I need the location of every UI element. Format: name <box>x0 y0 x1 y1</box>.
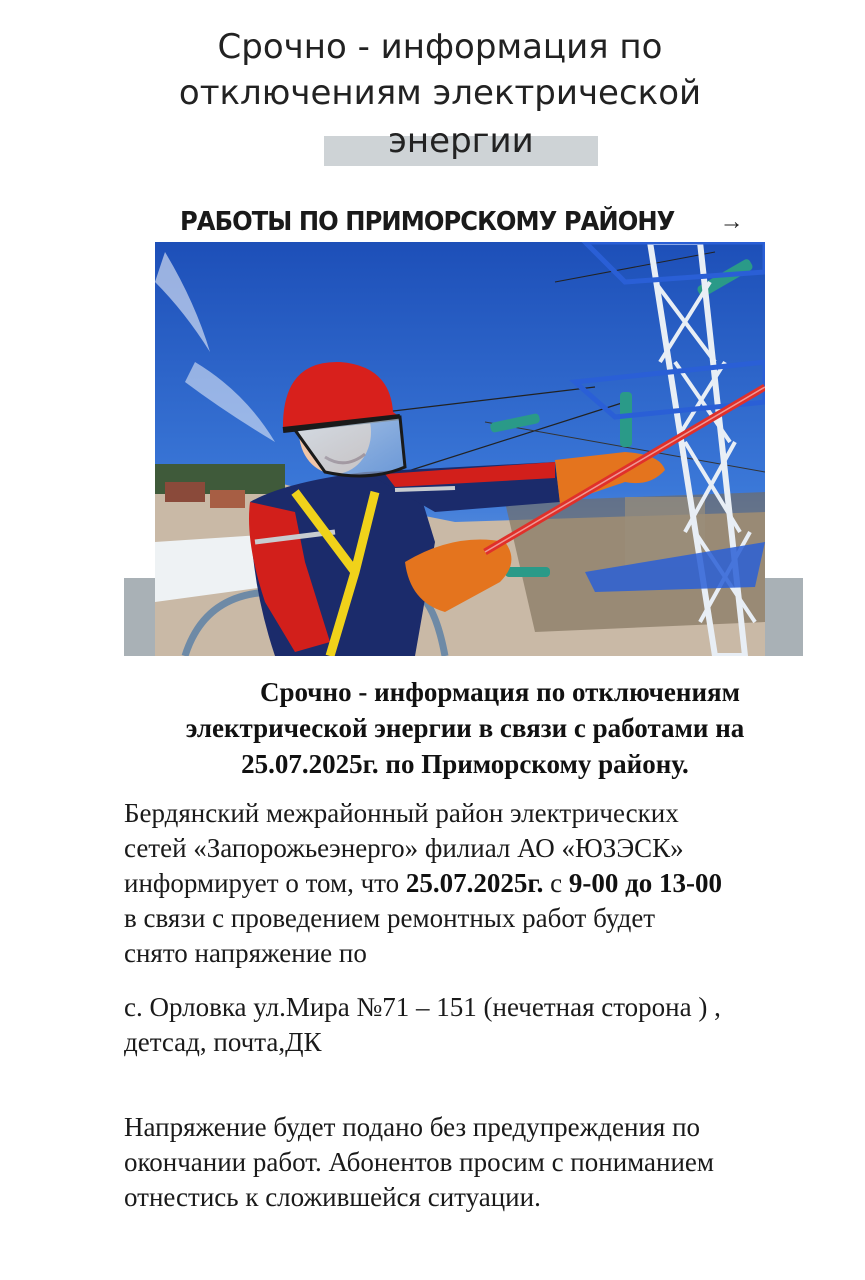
notice-line-2: сетей «Запорожьеэнерго» филиал АО «ЮЗЭСК» <box>124 833 684 863</box>
address-line-2: детсад, почта,ДК <box>124 1027 322 1057</box>
article-heading <box>120 674 810 782</box>
notice-paragraph <box>124 796 824 971</box>
title-line-1: Срочно - информация по <box>217 27 663 67</box>
closing-line-1: Напряжение будет подано без предупреждения по <box>124 1112 701 1142</box>
title-line-2: отключениям электрической <box>178 73 702 113</box>
title-line-3: энергии <box>388 121 534 161</box>
closing-paragraph <box>124 1110 824 1215</box>
arrow-right-icon: → <box>719 208 744 235</box>
outage-date: 25.07.2025г. <box>405 868 544 898</box>
notice-line-4: в связи с проведением ремонтных работ будет <box>124 903 656 933</box>
affected-address <box>124 990 824 1060</box>
notice-line-3: информирует о том, что 25.07.2025г. с 9-00 до 13-00 <box>124 868 722 898</box>
page-title <box>140 24 740 116</box>
outage-time: 9-00 до 13-00 <box>568 868 722 898</box>
district-works-link[interactable] <box>180 202 744 242</box>
address-line-1: с. Орловка ул.Мира №71 – 151 (нечетная сторона ) , <box>124 992 721 1022</box>
closing-line-3: отнестись к сложившейся ситуации. <box>124 1182 541 1212</box>
heading-line-3: 25.07.2025г. по Приморскому району. <box>241 749 689 779</box>
lineman-photo <box>155 242 765 656</box>
closing-line-2: окончании работ. Абонентов просим с пониманием <box>124 1147 715 1177</box>
heading-line-2: электрической энергии в связи с работами на <box>185 713 745 743</box>
notice-line-5: снято напряжение по <box>124 938 367 968</box>
notice-line-1: Бердянский межрайонный район электрических <box>124 798 679 828</box>
heading-line-1: Срочно - информация по отключениям <box>259 677 740 707</box>
district-works-label: РАБОТЫ ПО ПРИМОРСКОМУ РАЙОНУ <box>180 207 675 237</box>
